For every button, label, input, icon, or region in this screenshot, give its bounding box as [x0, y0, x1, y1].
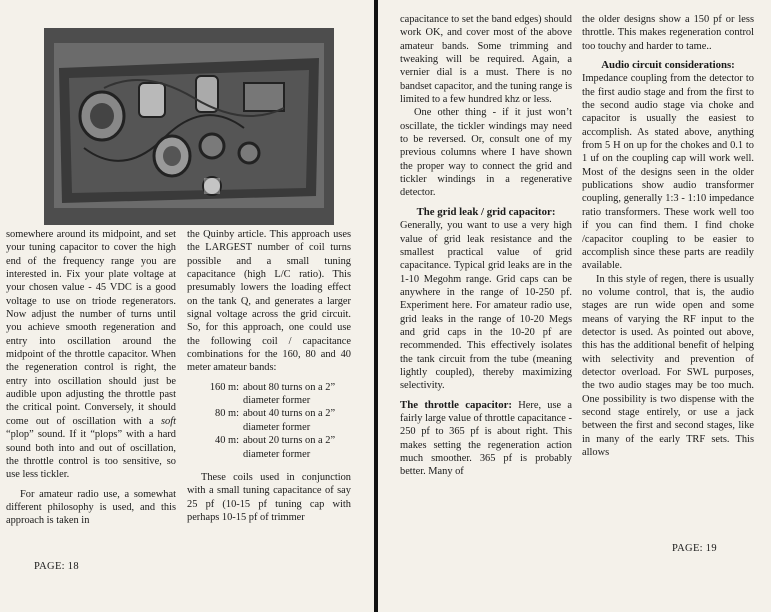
- coil-table: [187, 381, 351, 461]
- coil-spec: about 80 turns on a 2”: [243, 381, 336, 393]
- left-col1-text-soft: soft: [161, 415, 177, 427]
- right-col1-p2: One other thing - if it just won’t oscillate, the tickler windings may need to be reversed. Or, consult one of my previous columns where I have shown the proper way to connect the grid and tickler windings in a regenerative detector.: [400, 107, 572, 199]
- right-page: [378, 0, 771, 612]
- left-page: [0, 0, 374, 612]
- coil-band: 40 m:: [215, 435, 239, 447]
- radio-chassis-photo: [44, 28, 334, 225]
- right-col1-p1: capacitance to set the band edges) should work OK, and cover most of the above amateur bands. Some trimming and tweaking will be required. Again, a vernier dial is a must. There is no bandset capacitor, and the tuning range is limited to a few hundred khz or less.: [400, 14, 572, 106]
- right-page-column-2: [582, 13, 754, 459]
- coil-spec-cont: diameter former: [243, 448, 311, 460]
- left-page-column-1: [6, 228, 176, 528]
- right-col2-p2: Impedance coupling from the detector to the first audio stage and from the first to the second audio stage via choke and capacitor is usually the easiest to accomplish. As stated above, anything from 5 H on up for the chokes and 0.1 to 1 uf on the coupling cap will work well. Most of the designs seen in the older publications show audio transformer coupling, generally 1:3 - 1:10 impedance ratio transformers. These work well too if you can find them. I find choke /capacitor coupling to be easier to accomplish since these parts are readily available.: [582, 73, 754, 272]
- coil-spec-cont: diameter former: [243, 421, 311, 433]
- coil-band: 80 m:: [215, 408, 239, 420]
- right-col1-p4: Here, use a fairly large value of throttle capacitance - 250 pf to 365 pf is about right. This makes setting the regeneration action much smoother. 365 pf is probably better. Many of: [400, 399, 572, 478]
- left-col1-text-b: “plop” sound. If it “plops” with a hard sound both into and out of oscillation, the throttle control is too sensitive, so use less tickler.: [6, 429, 176, 481]
- left-page-column-2: [187, 228, 351, 524]
- left-col2-outro: These coils used in conjunction with a small tuning capacitance of say 25 pf (10-15 pf tuning cap with perhaps 10-15 pf of trimmer: [187, 471, 351, 523]
- right-page-column-1: [400, 13, 572, 479]
- page-number-right: PAGE: 19: [672, 543, 717, 554]
- throttle-heading: The throttle capacitor:: [400, 398, 513, 411]
- coil-spec: about 40 turns on a 2”: [243, 408, 336, 420]
- right-col2-p1: the older designs show a 150 pf or less throttle. This makes regeneration control too touchy and harder to tame..: [582, 14, 754, 52]
- audio-heading: Audio circuit considerations:: [601, 59, 735, 72]
- coil-band: 160 m:: [209, 381, 239, 393]
- left-col1-text-a: somewhere around its midpoint, and set your tuning capacitor to cover the high end of the frequency range you are interested in. Fix your plate voltage at your chosen value - 45 VDC is a good voltage to use on triode regenerators. Now adjust the number of turns until you achieve smooth regeneration and entry into oscillation around the midpoint of the throttle capacitor. When the regeneration control is right, the entry into oscillation should just be audible upon adjusting the throttle past the critical point. Conversely, it should come out of oscillation with a: [6, 229, 176, 427]
- coil-spec: about 20 turns on a 2”: [243, 435, 336, 447]
- grid-leak-heading: The grid leak / grid capacitor:: [416, 205, 556, 218]
- coil-spec-cont: diameter former: [243, 395, 311, 407]
- left-col1-text-c: For amateur radio use, a somewhat different philosophy is used, and this approach is taken in: [6, 488, 176, 527]
- right-col1-p3: Generally, you want to use a very high value of grid leak resistance and the smallest practical value of grid capacitance. Typical grid leaks are in the 1-10 Megohm range. Grid caps can be anywhere in the range of 10-250 pf. Experiment here. For amateur radio use, grid leaks in the range of 10-20 Megs and grid caps in the 10-20 pf are recommended. This effectively isolates the tank circuit from the tube (meaning lightly coupled), thereby maximizing selectivity.: [400, 220, 572, 392]
- page-number-left: PAGE: 18: [34, 561, 79, 572]
- right-col2-p3: In this style of regen, there is usually no volume control, that is, the audio stages are run wide open and some means of varying the RF input to the detector is used. As pointed out above, this has the additional benefit of helping with selectivity and prevention of detector overload. For SWL purposes, the two audio stages may be too much. One possibility is two dispense with the second stage entirely, or use a jack between the first and second stages, like in many of the early TRF sets. This allows: [582, 273, 754, 458]
- left-col2-intro: the Quinby article. This approach uses the LARGEST number of coil turns possible and a small tuning capacitance (high L/C ratio). This presumably lowers the loading effect on the tank Q, and generates a larger signal voltage across the grid circuit. So, for this approach, one could use the following coil / capacitance combinations for the 160, 80 and 40 meter amateur bands:: [187, 229, 351, 374]
